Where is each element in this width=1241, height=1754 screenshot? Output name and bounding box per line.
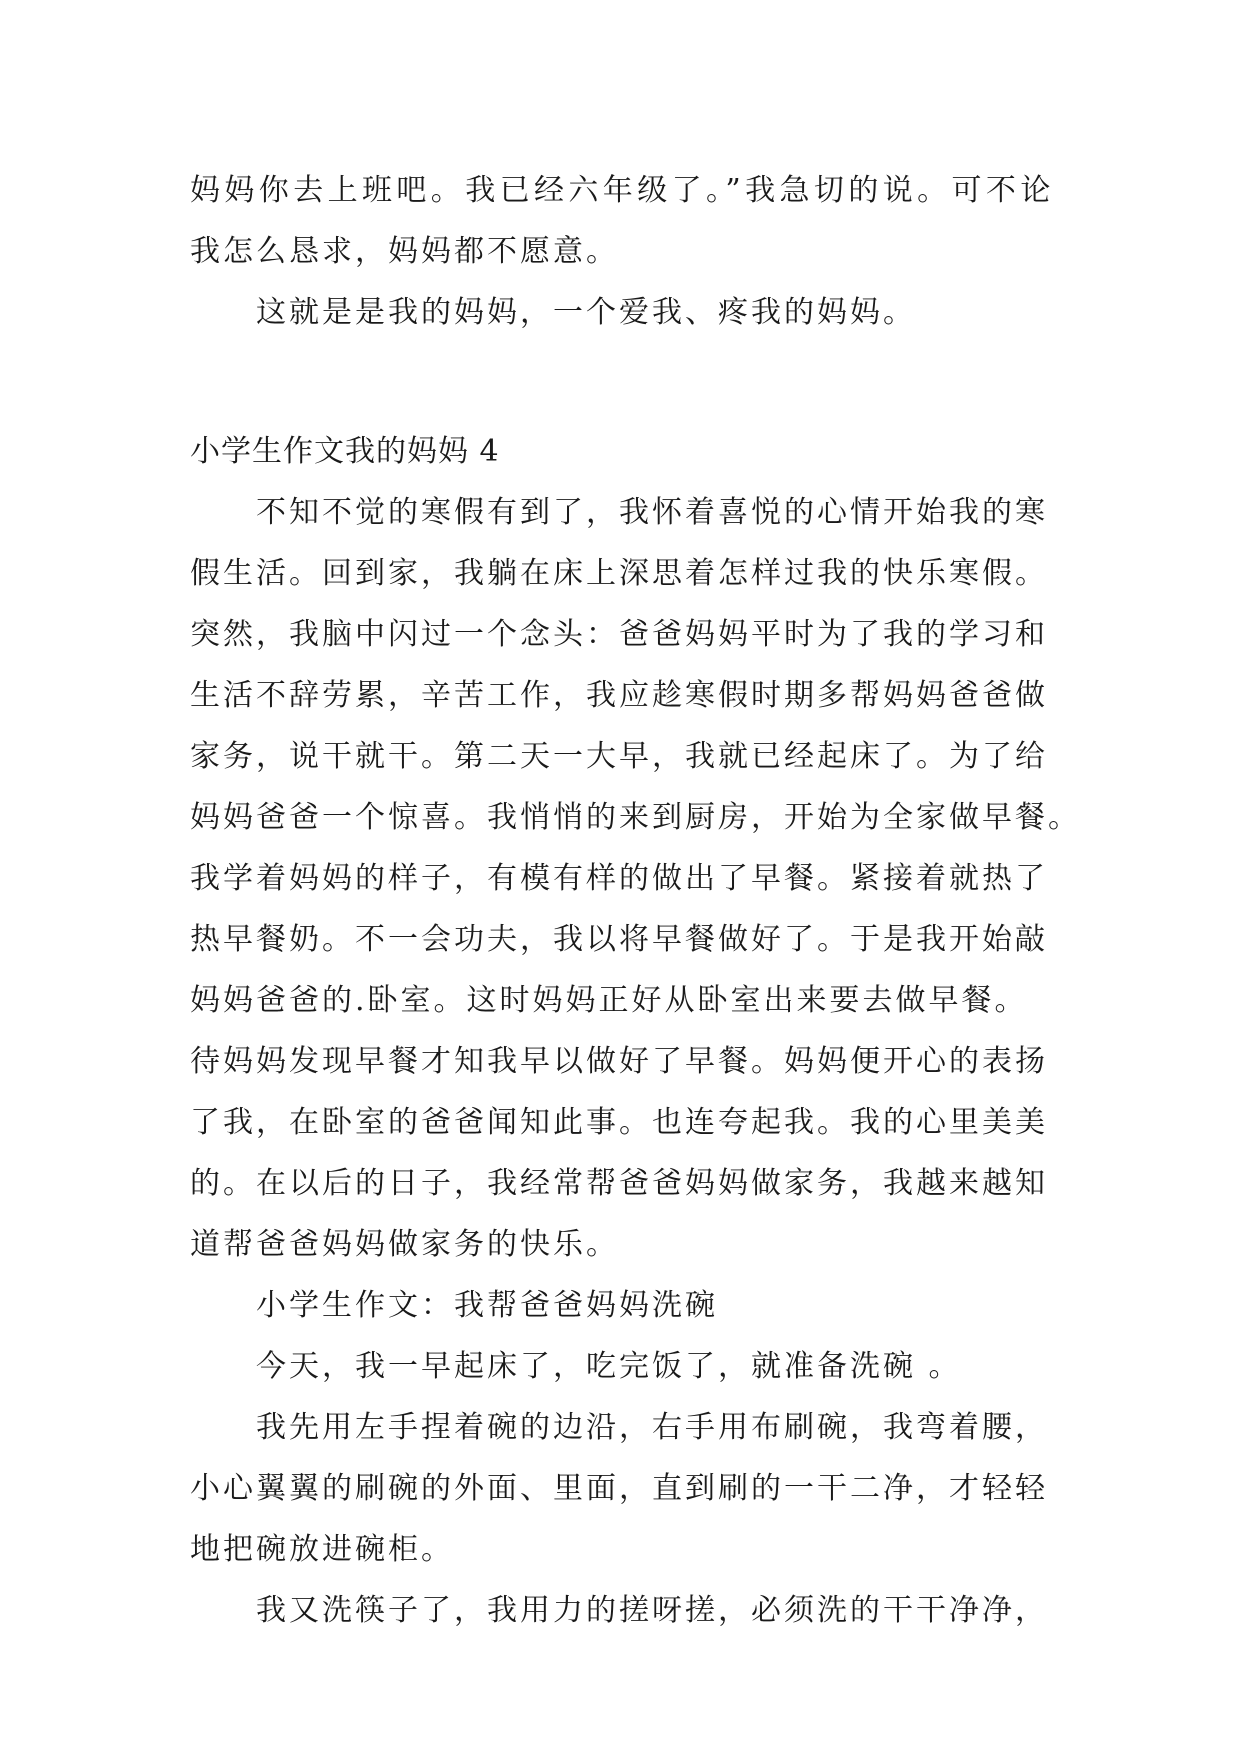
paragraph-line: 我先用左手捏着碗的边沿，右手用布刷碗，我弯着腰，	[256, 1410, 1048, 1445]
paragraph-line: 妈妈你去上班吧。我已经六年级了。”我急切的说。可不论	[190, 173, 1055, 208]
paragraph-line: 妈妈爸爸一个惊喜。我悄悄的来到厨房，开始为全家做早餐。	[190, 800, 1081, 835]
paragraph-line: 小心翼翼的刷碗的外面、里面，直到刷的一干二净，才轻轻	[190, 1471, 1048, 1506]
essay-text	[190, 160, 1081, 1641]
section-gap	[190, 343, 1060, 421]
paragraph-line: 突然，我脑中闪过一个念头：爸爸妈妈平时为了我的学习和	[190, 617, 1048, 652]
section-title: 小学生作文我的妈妈 4	[190, 434, 500, 469]
paragraph-line: 待妈妈发现早餐才知我早以做好了早餐。妈妈便开心的表扬	[190, 1044, 1048, 1079]
paragraph-line: 的。在以后的日子，我经常帮爸爸妈妈做家务，我越来越知	[190, 1166, 1048, 1201]
paragraph-line: 假生活。回到家，我躺在床上深思着怎样过我的快乐寒假。	[190, 556, 1048, 591]
paragraph-line: 妈妈爸爸的.卧室。这时妈妈正好从卧室出来要去做早餐。	[190, 983, 1028, 1018]
subsection-title: 小学生作文：我帮爸爸妈妈洗碗	[256, 1288, 718, 1323]
paragraph-line: 生活不辞劳累，辛苦工作，我应趁寒假时期多帮妈妈爸爸做	[190, 678, 1048, 713]
paragraph-line: 道帮爸爸妈妈做家务的快乐。	[190, 1227, 619, 1262]
paragraph-line: 我学着妈妈的样子，有模有样的做出了早餐。紧接着就热了	[190, 861, 1048, 896]
paragraph-line: 我怎么恳求，妈妈都不愿意。	[190, 234, 619, 269]
paragraph-line: 热早餐奶。不一会功夫，我以将早餐做好了。于是我开始敲	[190, 922, 1048, 957]
paragraph-line: 今天，我一早起床了，吃完饭了，就准备洗碗 。	[256, 1349, 962, 1384]
paragraph-line: 我又洗筷子了，我用力的搓呀搓，必须洗的干干净净，	[256, 1593, 1048, 1628]
paragraph-line: 家务，说干就干。第二天一大早，我就已经起床了。为了给	[190, 739, 1048, 774]
paragraph-line: 了我，在卧室的爸爸闻知此事。也连夸起我。我的心里美美	[190, 1105, 1048, 1140]
paragraph-line: 地把碗放进碗柜。	[190, 1532, 454, 1567]
paragraph-line: 这就是是我的妈妈，一个爱我、疼我的妈妈。	[256, 295, 916, 330]
paragraph-line: 不知不觉的寒假有到了，我怀着喜悦的心情开始我的寒	[256, 495, 1048, 530]
